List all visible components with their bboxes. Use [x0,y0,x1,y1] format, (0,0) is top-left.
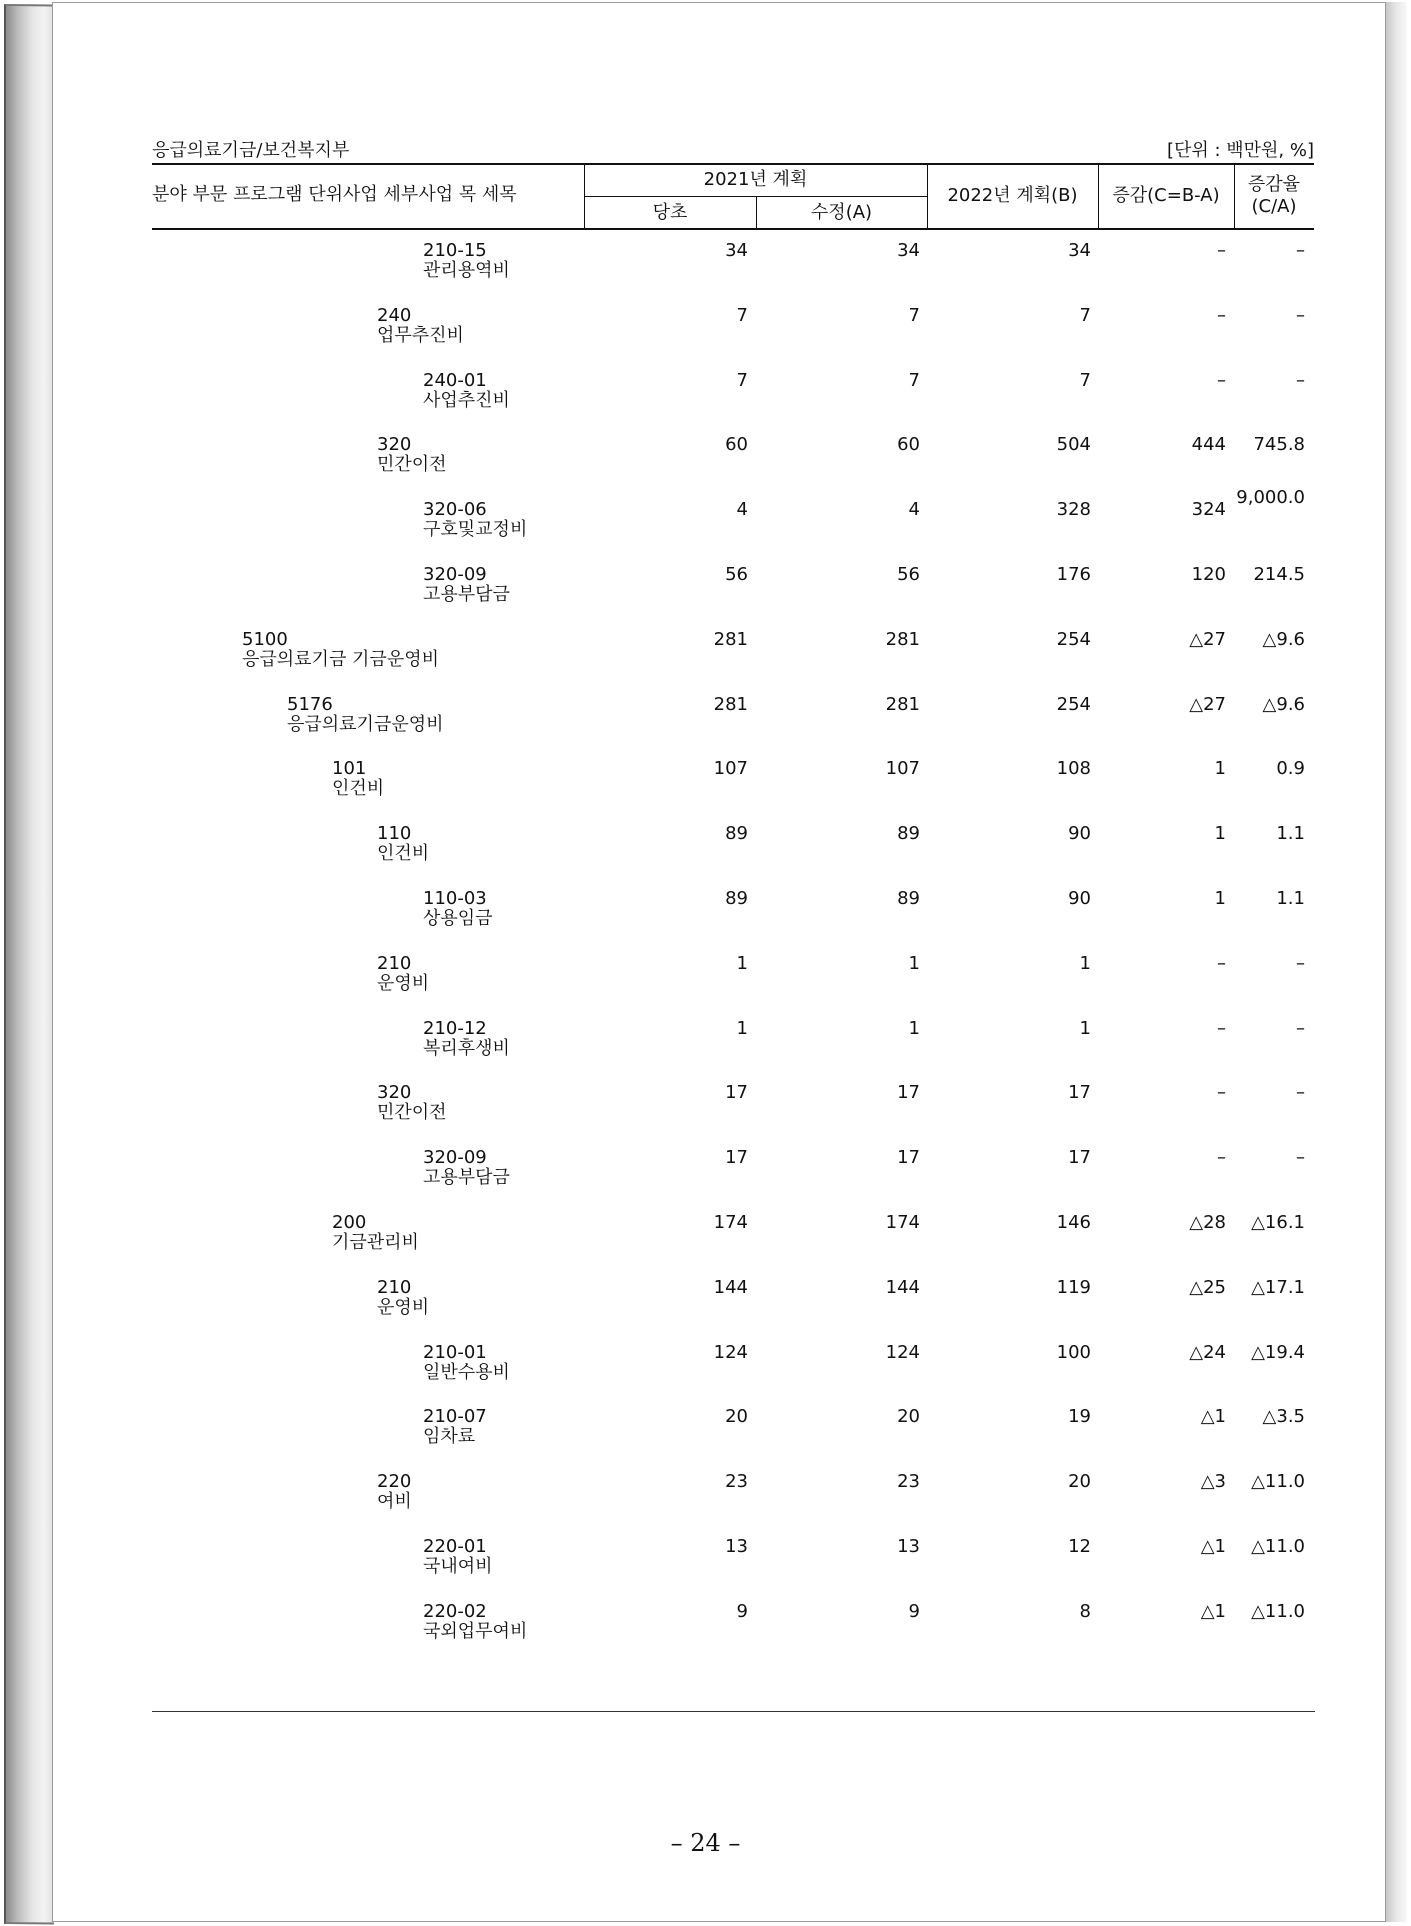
cell-revised: 1 [908,1017,920,1039]
item-code: 5176 [287,693,333,715]
cell-change: △1 [1200,1600,1226,1622]
cell-change: △27 [1189,628,1226,650]
item-code: 320-06 [423,499,487,521]
cell-rate: – [1296,1147,1305,1169]
item-name: 사업추진비 [423,389,510,411]
cell-plan-2022: 20 [1068,1471,1091,1493]
cell-change: 444 [1191,434,1226,456]
cell-change: △25 [1189,1276,1226,1298]
cell-initial: 124 [713,1341,748,1363]
cell-change: △1 [1200,1536,1226,1557]
cell-initial: 174 [713,1212,748,1233]
cell-initial: 144 [713,1276,748,1298]
page-number: – 24 – [670,1829,741,1857]
cell-change: – [1217,240,1226,261]
item-name: 구호및교정비 [423,519,528,541]
cell-change: 324 [1191,499,1226,521]
cell-rate: – [1296,240,1305,261]
cell-initial: 13 [725,1536,748,1557]
cell-revised: 107 [885,758,920,780]
cell-change: △24 [1189,1341,1226,1363]
table-row [0,1343,1411,1389]
cell-plan-2022: 1 [1079,1017,1091,1039]
item-name: 응급의료기금운영비 [287,713,444,735]
item-code: 110 [377,823,412,845]
item-code: 210 [377,1276,412,1298]
unit-label: [단위 : 백만원, %] [1166,140,1314,161]
cell-rate: △17.1 [1251,1276,1305,1298]
cell-revised: 34 [897,240,920,261]
cell-initial: 56 [725,564,748,585]
cell-revised: 4 [908,499,920,521]
item-code: 200 [332,1212,367,1233]
cell-initial: 23 [725,1471,748,1493]
item-name: 운영비 [377,1296,430,1318]
column-header-change: 증감(C=B-A) [1112,185,1220,206]
cell-change: △27 [1189,693,1226,715]
table-row [0,1537,1411,1583]
cell-plan-2022: 7 [1079,304,1091,326]
item-name: 임차료 [423,1426,476,1448]
cell-plan-2022: 1 [1079,952,1091,974]
cell-revised: 23 [897,1471,920,1493]
table-row [0,1019,1411,1065]
cell-initial: 7 [736,304,748,326]
table-row [0,371,1411,417]
document-title: 응급의료기금/보건복지부 [152,140,350,161]
cell-change: △28 [1189,1212,1226,1233]
item-code: 210-01 [423,1341,487,1363]
cell-initial: 17 [725,1082,748,1104]
cell-revised: 60 [897,434,920,456]
cell-rate: 0.9 [1276,758,1305,780]
cell-revised: 89 [897,823,920,845]
cell-revised: 9 [908,1600,920,1622]
cell-plan-2022: 176 [1056,564,1091,585]
item-name: 민간이전 [377,454,447,476]
cell-change: 1 [1214,758,1226,780]
cell-revised: 281 [885,693,920,715]
cell-rate: – [1296,1082,1305,1104]
item-name: 인건비 [332,778,385,800]
cell-change: – [1217,1147,1226,1169]
cell-plan-2022: 146 [1056,1212,1091,1233]
cell-rate: 1.1 [1276,823,1305,845]
item-name: 민간이전 [377,1102,447,1124]
cell-plan-2022: 34 [1068,240,1091,261]
item-code: 110-03 [423,888,487,909]
cell-revised: 7 [908,369,920,391]
table-row [0,487,1411,546]
cell-rate: △16.1 [1251,1212,1305,1233]
cell-plan-2022: 100 [1056,1341,1091,1363]
table-row [0,954,1411,1000]
cell-initial: 7 [736,369,748,391]
cell-plan-2022: 7 [1079,369,1091,391]
cell-initial: 20 [725,1406,748,1428]
cell-initial: 1 [736,952,748,974]
cell-plan-2022: 504 [1056,434,1091,456]
item-code: 220 [377,1471,412,1493]
table-row [0,695,1411,741]
cell-revised: 56 [897,564,920,585]
item-code: 320 [377,434,412,456]
table-row [0,1472,1411,1518]
cell-revised: 281 [885,628,920,650]
cell-change: 1 [1214,888,1226,909]
cell-rate: △11.0 [1251,1536,1305,1557]
cell-initial: 9 [736,1600,748,1622]
cell-change: – [1217,369,1226,391]
cell-change: 120 [1191,564,1226,585]
cell-initial: 107 [713,758,748,780]
cell-initial: 4 [736,499,748,521]
cell-plan-2022: 17 [1068,1082,1091,1104]
cell-initial: 89 [725,823,748,845]
cell-change: △3 [1200,1471,1226,1493]
table-row [0,241,1411,287]
item-code: 210-07 [423,1406,487,1428]
table-row [0,306,1411,352]
table-row [0,759,1411,805]
item-name: 국내여비 [423,1556,493,1577]
table-row [0,1407,1411,1453]
item-code: 210-12 [423,1017,487,1039]
item-name: 운영비 [377,972,430,994]
item-name: 기금관리비 [332,1232,419,1253]
item-code: 210-15 [423,240,487,261]
cell-plan-2022: 8 [1079,1600,1091,1622]
cell-rate: △11.0 [1251,1600,1305,1622]
item-name: 고용부담금 [423,584,510,605]
item-name: 국외업무여비 [423,1620,528,1642]
item-code: 220-02 [423,1600,487,1622]
item-name: 일반수용비 [423,1361,510,1383]
cell-rate: 214.5 [1253,564,1305,585]
item-code: 5100 [242,628,288,650]
cell-initial: 89 [725,888,748,909]
cell-change: – [1217,952,1226,974]
table-row [0,889,1411,935]
cell-plan-2022: 19 [1068,1406,1091,1428]
cell-revised: 124 [885,1341,920,1363]
cell-plan-2022: 108 [1056,758,1091,780]
column-header-category: 분야 부문 프로그램 단위사업 세부사업 목 세목 [152,184,517,205]
cell-rate: △9.6 [1262,628,1305,650]
cell-initial: 34 [725,240,748,261]
cell-initial: 281 [713,628,748,650]
cell-revised: 20 [897,1406,920,1428]
cell-change: – [1217,1082,1226,1104]
cell-revised: 17 [897,1082,920,1104]
item-name: 응급의료기금 기금운영비 [242,648,439,670]
cell-revised: 17 [897,1147,920,1169]
item-name: 인건비 [377,843,430,865]
cell-revised: 13 [897,1536,920,1557]
cell-revised: 89 [897,888,920,909]
cell-change: 1 [1214,823,1226,845]
table-row [0,1148,1411,1194]
cell-plan-2022: 254 [1056,628,1091,650]
cell-plan-2022: 328 [1056,499,1091,521]
cell-rate: △19.4 [1251,1341,1305,1363]
item-code: 240 [377,304,412,326]
column-header-initial: 당초 [652,202,688,223]
cell-change: – [1217,304,1226,326]
table-row [0,565,1411,611]
item-name: 고용부담금 [423,1167,510,1189]
table-row [0,1278,1411,1324]
cell-initial: 17 [725,1147,748,1169]
item-name: 상용임금 [423,908,493,929]
cell-plan-2022: 90 [1068,888,1091,909]
cell-revised: 7 [908,304,920,326]
table-row [0,1083,1411,1129]
item-code: 320 [377,1082,412,1104]
item-name: 관리용역비 [423,260,510,281]
cell-rate: 745.8 [1253,434,1305,456]
cell-rate: △11.0 [1251,1471,1305,1493]
item-code: 240-01 [423,369,487,391]
item-code: 320-09 [423,564,487,585]
cell-rate: △3.5 [1262,1406,1305,1428]
column-header-revised: 수정(A) [810,202,873,223]
table-row [0,1602,1411,1648]
cell-initial: 1 [736,1017,748,1039]
table-row [0,435,1411,481]
item-code: 320-09 [423,1147,487,1169]
cell-initial: 60 [725,434,748,456]
cell-revised: 174 [885,1212,920,1233]
column-header-plan-2021: 2021년 계획 [703,169,808,190]
cell-rate: – [1296,952,1305,974]
item-code: 101 [332,758,367,780]
footer-rule [152,1711,1315,1712]
cell-plan-2022: 254 [1056,693,1091,715]
cell-rate: – [1296,304,1305,326]
table-row [0,630,1411,676]
cell-plan-2022: 90 [1068,823,1091,845]
table-row [0,1213,1411,1259]
cell-plan-2022: 12 [1068,1536,1091,1557]
cell-revised: 144 [885,1276,920,1298]
cell-revised: 1 [908,952,920,974]
cell-rate: – [1296,369,1305,391]
table-row [0,824,1411,870]
cell-change: – [1217,1017,1226,1039]
item-name: 복리후생비 [423,1037,510,1059]
cell-rate: △9.6 [1262,693,1305,715]
cell-rate: – [1296,1017,1305,1039]
column-header-rate: 증감율 (C/A) [1247,174,1301,217]
cell-rate: 1.1 [1276,888,1305,909]
column-header-plan-2022: 2022년 계획(B) [947,185,1078,206]
item-code: 220-01 [423,1536,487,1557]
item-name: 여비 [377,1491,412,1513]
cell-rate: 9,000.0 [1236,487,1305,509]
cell-plan-2022: 119 [1056,1276,1091,1298]
item-name: 업무추진비 [377,324,464,346]
cell-plan-2022: 17 [1068,1147,1091,1169]
cell-initial: 281 [713,693,748,715]
cell-change: △1 [1200,1406,1226,1428]
item-code: 210 [377,952,412,974]
